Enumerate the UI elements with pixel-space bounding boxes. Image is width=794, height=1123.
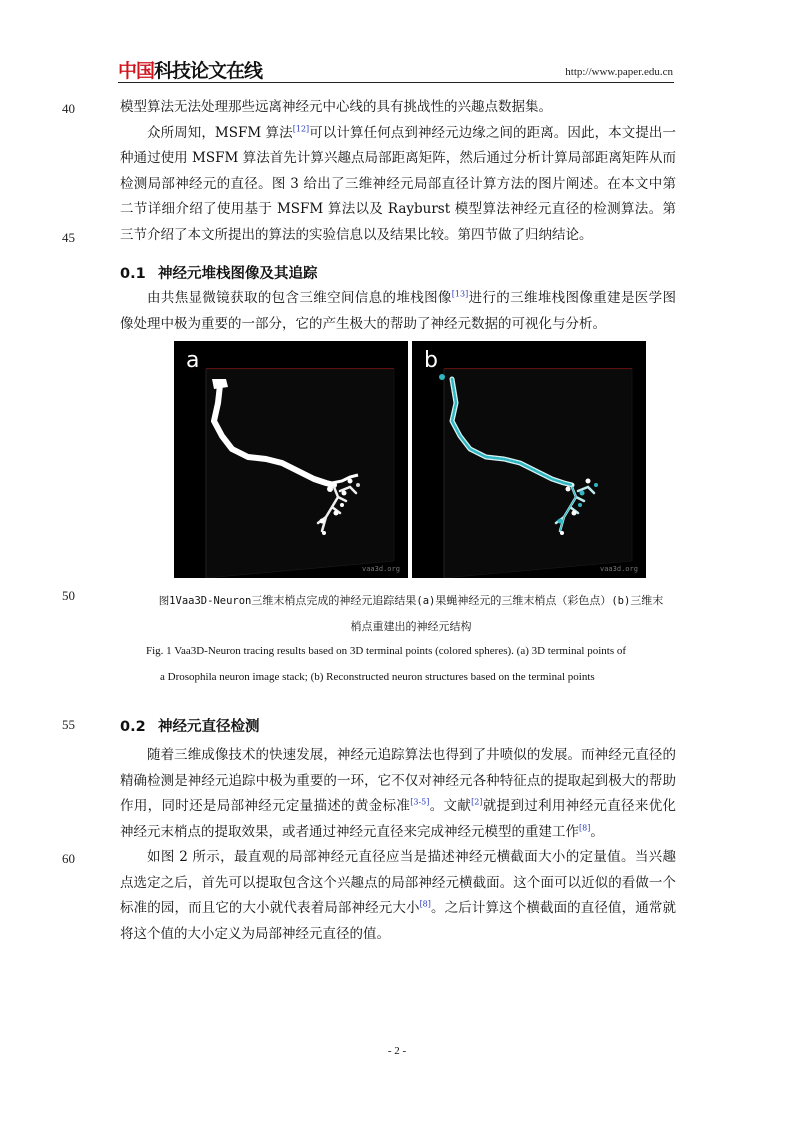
citation-3-5[interactable]: [3-5] — [410, 797, 430, 807]
line-number-60: 60 — [62, 851, 75, 866]
section-0-1-text — [120, 286, 676, 337]
figure-panel-b — [412, 341, 646, 578]
figure-panel-a — [174, 341, 408, 578]
figure-caption-en-line-1: Fig. 1 Vaa3D-Neuron tracing results based on 3D terminal points (colored spheres). (a) 3D terminal points of — [146, 645, 627, 657]
neuron-stack-image-b — [412, 341, 646, 578]
intro-paragraph-2: 众所周知，MSFM 算法[12]可以计算任何点到神经元边缘之间的距离。因此，本文提出一种通过使用 MSFM 算法首先计算兴趣点局部距离矩阵，然后通过分析计算局部距离矩阵从而检测局部神经元的直径。图 3 给出了三维神经元局部直径计算方法的图片阐述。在本文中第二节详细介绍了使用基于 MSFM 算法以及 Rayburst 模型算法神经元直径的检测算法。第三节介绍了本文所提出的算法的实验信息以及结果比较。第四节做了归纳结论。 — [120, 124, 676, 243]
panel-b-watermark: vaa3d.org — [600, 565, 638, 573]
journal-logo: 中国科技论文在线 — [118, 60, 263, 82]
panel-b-label: b — [424, 348, 438, 373]
citation-8[interactable]: [8] — [579, 823, 591, 832]
figure-caption-cn-line-1: 图1Vaa3D-Neuron三维末梢点完成的神经元追踪结果(a)果蝇神经元的三维末梢点（彩色点）(b)三维末 — [158, 594, 664, 607]
figure-caption-cn — [146, 588, 676, 639]
neuron-stack-image-a — [174, 341, 408, 578]
header-rule — [118, 82, 674, 83]
section-0-2-paragraph-1: 随着三维成像技术的快速发展，神经元追踪算法也得到了井喷似的发展。而神经元直径的精确检测是神经元追踪中极为重要的一环，它不仅对神经元各种特征点的提取起到极大的帮助作用，同时还是局部神经元定量描述的黄金标准[3-5]。文献[2]就提到过利用神经元直径来优化神经元末梢点的提取效果，或者通过神经元直径来完成神经元模型的重建工作[8]。 — [120, 747, 677, 840]
figure-caption-en — [146, 638, 676, 690]
panel-a-watermark: vaa3d.org — [362, 565, 400, 573]
figure-caption-cn-line-2: 梢点重建出的神经元结构 — [350, 620, 472, 633]
page-number: - 2 - — [387, 1045, 407, 1057]
section-0-2-heading: 0.2 神经元直径检测 — [120, 719, 260, 735]
line-number-45: 45 — [62, 230, 75, 245]
section-0-2-text — [120, 743, 676, 947]
panel-a-label: a — [186, 348, 200, 373]
citation-13[interactable]: [13] — [451, 289, 469, 299]
intro-text — [120, 95, 676, 248]
section-0-1-paragraph: 由共焦显微镜获取的包含三维空间信息的堆栈图像[13]进行的三维堆栈图像重建是医学图像处理中极为重要的一部分，它的产生极大的帮助了神经元数据的可视化与分析。 — [120, 289, 677, 332]
figure-caption-en-line-2: a Drosophila neuron image stack; (b) Reconstructed neuron structures based on the terminal points — [160, 671, 595, 683]
line-number-40: 40 — [62, 101, 75, 116]
header-url[interactable]: http://www.paper.edu.cn — [565, 66, 673, 78]
section-0-1-heading: 0.1 神经元堆栈图像及其追踪 — [120, 266, 318, 282]
citation-2[interactable]: [2] — [471, 797, 483, 807]
line-number-55: 55 — [62, 717, 75, 732]
citation-8b[interactable]: [8] — [419, 899, 431, 909]
citation-12[interactable]: [12] — [292, 124, 310, 133]
intro-paragraph-1: 模型算法无法处理那些远离神经元中心线的具有挑战性的兴趣点数据集。 — [120, 99, 552, 115]
line-number-50: 50 — [62, 588, 75, 603]
section-0-2-paragraph-2: 如图 2 所示，最直观的局部神经元直径应当是描述神经元横截面大小的定量值。当兴趣点选定之后，首先可以提取包含这个兴趣点的局部神经元横截面。这个面可以近似的看做一个标准的园，而且它的大小就代表着局部神经元大小[8]。之后计算这个横截面的直径值，通常就将这个值的大小定义为局部神经元直径的值。 — [120, 849, 677, 942]
